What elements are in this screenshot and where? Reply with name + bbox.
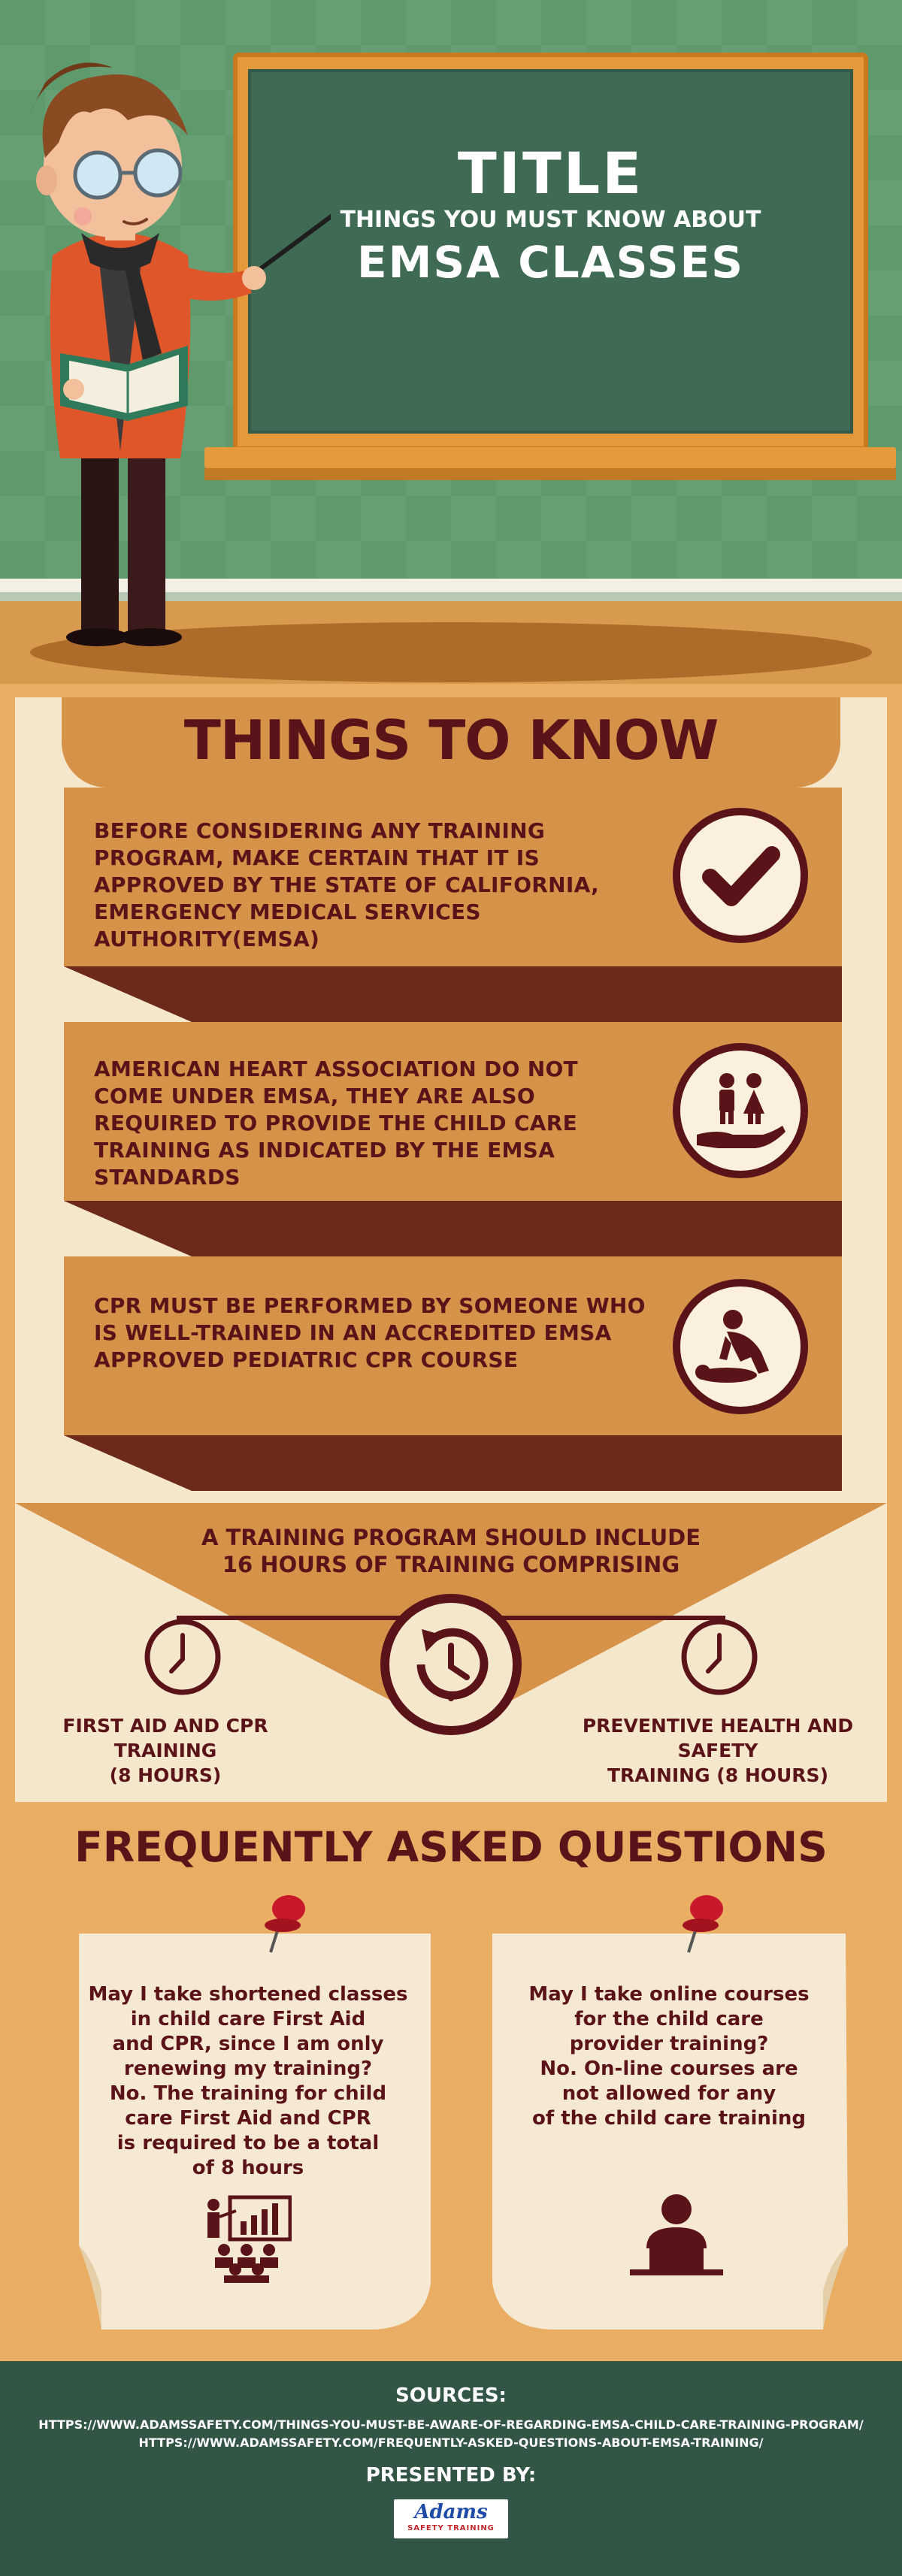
know-item-3-icon-circle xyxy=(673,1279,808,1414)
source-link-1[interactable]: HTTPS://WWW.ADAMSSAFETY.COM/THINGS-YOU-MUST-BE-AWARE-OF-REGARDING-EMSA-CHILD-CARE-TRAINING-PROGRAM/ xyxy=(38,2417,864,2432)
faq-1-text xyxy=(86,1982,410,2181)
faq-2-line: not allowed for any xyxy=(561,2082,776,2105)
faq-1-line: No. The training for child xyxy=(109,2082,387,2105)
title-main: EMSA CLASSES xyxy=(357,237,744,288)
clock-left-icon xyxy=(141,1616,224,1698)
faq-2-line: provider training? xyxy=(569,2033,769,2055)
faq-1-line: care First Aid and CPR xyxy=(125,2107,371,2130)
things-to-know-heading: THINGS TO KNOW xyxy=(183,709,719,772)
training-program-line-1: A TRAINING PROGRAM SHOULD INCLUDE xyxy=(201,1525,701,1550)
first-aid-cpr-line-1: FIRST AID AND CPR TRAINING xyxy=(62,1715,268,1761)
know-card-2-fold xyxy=(64,1201,842,1256)
source-link-2[interactable]: HTTPS://WWW.ADAMSSAFETY.COM/FREQUENTLY-ASKED-QUESTIONS-ABOUT-EMSA-TRAINING/ xyxy=(138,2435,764,2450)
faq-2-line: No. On-line courses are xyxy=(540,2057,798,2080)
preventive-health-line-2: TRAINING (8 HOURS) xyxy=(607,1764,828,1786)
child-care-hand-icon xyxy=(680,1051,801,1171)
sources-label: SOURCES: xyxy=(395,2384,507,2407)
preventive-health-label xyxy=(552,1713,883,1788)
cpr-icon xyxy=(680,1286,801,1407)
know-item-1-text: BEFORE CONSIDERING ANY TRAINING PROGRAM, MAKE CERTAIN THAT IT IS APPROVED BY THE STATE OF CALIFORNIA, EMERGENCY MEDICAL SERVICES AUTHORITY(EMSA) xyxy=(94,818,600,951)
know-card-1-fold xyxy=(64,966,842,1022)
checkmark-icon xyxy=(680,815,801,936)
push-pin-icon-2 xyxy=(675,1886,735,1961)
training-program-line-2: 16 HOURS OF TRAINING COMPRISING xyxy=(222,1552,680,1577)
teacher-illustration xyxy=(0,30,331,654)
presentation-audience-icon xyxy=(201,2194,292,2284)
faq-1-line: May I take shortened classes xyxy=(88,1983,408,2006)
faq-2-text xyxy=(504,1982,834,2131)
title-label: TITLE xyxy=(457,140,644,207)
faq-2-line: for the child care xyxy=(574,2008,764,2030)
history-clock-icon xyxy=(380,1593,522,1736)
adams-logo-subtitle: SAFETY TRAINING xyxy=(407,2524,495,2532)
faq-2-line: May I take online courses xyxy=(528,1983,810,2006)
faq-1-line: renewing my training? xyxy=(123,2057,373,2080)
faq-1-line: of 8 hours xyxy=(192,2157,304,2179)
know-item-3-text: CPR MUST BE PERFORMED BY SOMEONE WHO IS WELL-TRAINED IN AN ACCREDITED EMSA APPROVED PEDIATRIC CPR COURSE xyxy=(94,1293,646,1372)
training-program-text xyxy=(150,1524,752,1578)
know-item-2-icon-circle xyxy=(673,1043,808,1178)
know-card-3-fold xyxy=(64,1435,842,1491)
presented-by-label: PRESENTED BY: xyxy=(365,2464,537,2487)
online-learning-icon xyxy=(624,2193,729,2283)
faq-1-line: is required to be a total xyxy=(117,2132,380,2154)
clock-right-icon xyxy=(678,1616,761,1698)
first-aid-cpr-line-2: (8 HOURS) xyxy=(109,1764,222,1786)
know-item-2-text: AMERICAN HEART ASSOCIATION DO NOT COME UNDER EMSA, THEY ARE ALSO REQUIRED TO PROVIDE THE CHILD CARE TRAINING AS INDICATED BY THE EMSA STANDARDS xyxy=(94,1057,578,1190)
preventive-health-line-1: PREVENTIVE HEALTH AND SAFETY xyxy=(582,1715,854,1761)
adams-logo-name: Adams xyxy=(414,2501,488,2523)
push-pin-icon-1 xyxy=(257,1886,317,1961)
faq-heading: FREQUENTLY ASKED QUESTIONS xyxy=(74,1823,828,1871)
faq-1-line: and CPR, since I am only xyxy=(112,2033,384,2055)
know-item-1-icon-circle xyxy=(673,808,808,943)
page-title xyxy=(248,140,853,289)
title-subline: THINGS YOU MUST KNOW ABOUT xyxy=(340,207,761,233)
faq-1-line: in child care First Aid xyxy=(130,2008,366,2030)
first-aid-cpr-label xyxy=(30,1713,301,1788)
faq-2-line: of the child care training xyxy=(532,2107,806,2130)
